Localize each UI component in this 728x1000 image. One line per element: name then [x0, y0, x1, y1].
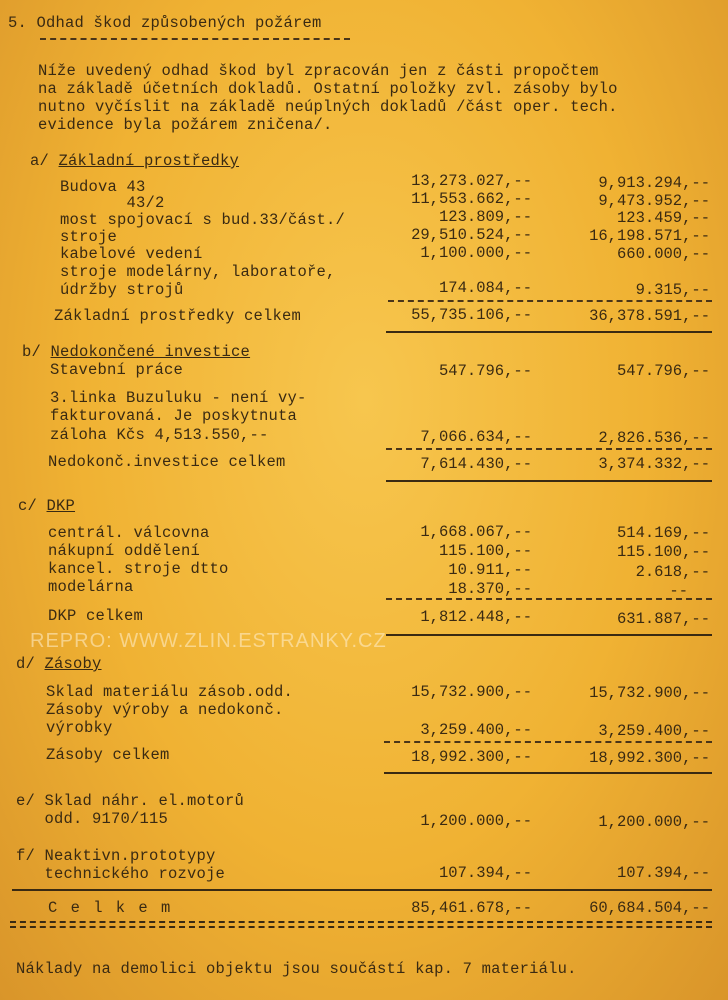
row-label: Budova 43 — [60, 178, 146, 196]
total-rule — [386, 331, 712, 333]
row-value-2: 2,826.536,-- — [598, 429, 710, 447]
footer-note: Náklady na demolici objektu jsou součástí kap. 7 materiálu. — [16, 960, 577, 978]
section-a-total-label: Základní prostředky celkem — [54, 307, 302, 325]
row-label: nákupní oddělení — [48, 542, 201, 560]
row-label: kancel. stroje dtto — [48, 560, 229, 578]
row-value-2: 9,473.952,-- — [598, 192, 710, 210]
total-rule — [386, 634, 712, 636]
row-value-1: 547.796,-- — [438, 362, 532, 380]
row-value-2: 16,198.571,-- — [589, 227, 710, 245]
row-label: Stavební práce — [50, 361, 184, 379]
intro-line: na základě účetních dokladů. Ostatní položky zvl. zásoby bylo — [38, 80, 618, 98]
repro-watermark: REPRO: WWW.ZLIN.ESTRANKY.CZ — [30, 630, 387, 652]
section-d-total-label: Zásoby celkem — [46, 746, 170, 764]
row-value-1: 7,066.634,-- — [420, 428, 532, 446]
intro-line: nutno vyčíslit na základě neúplných dokladů /část oper. tech. — [38, 98, 618, 116]
sum-rule — [384, 741, 712, 743]
section-a-title: a/ Základní prostředky — [30, 152, 240, 170]
row-label: stroje — [60, 228, 118, 246]
row-value-2: 2.618,-- — [635, 563, 710, 581]
row-value-1: 115.100,-- — [438, 542, 532, 560]
row-value-1: 3,259.400,-- — [420, 721, 532, 739]
section-b-total-label: Nedokonč.investice celkem — [48, 453, 286, 471]
row-value-2: 547.796,-- — [616, 362, 710, 380]
row-value-1: 174.084,-- — [438, 279, 532, 297]
row-value-2: 514.169,-- — [616, 524, 710, 542]
grand-total-double-rule — [10, 921, 712, 928]
row-label: fakturovaná. Je poskytnuta — [50, 407, 298, 425]
row-value-2: 115.100,-- — [616, 543, 710, 561]
grand-total-1: 85,461.678,-- — [411, 899, 532, 917]
row-label: Zásoby výroby a nedokonč. — [46, 701, 284, 719]
heading-underline — [40, 38, 350, 40]
section-f-line: f/ Neaktivn.prototypy — [16, 847, 216, 865]
row-value-2: 3,259.400,-- — [598, 722, 710, 740]
total-rule — [384, 772, 712, 774]
sum-rule — [386, 598, 712, 600]
section-c-total-2: 631.887,-- — [616, 610, 710, 628]
row-label: Sklad materiálu zásob.odd. — [46, 683, 294, 701]
section-d-total-2: 18,992.300,-- — [589, 749, 710, 767]
section-e-value-2: 1,200.000,-- — [598, 813, 710, 831]
row-value-2: 9.315,-- — [635, 281, 710, 299]
row-value-2: -- — [669, 582, 688, 600]
section-c-title: c/ DKP — [18, 497, 76, 515]
row-label: most spojovací s bud.33/část./ — [60, 211, 346, 229]
row-label: kabelové vedení — [60, 245, 203, 263]
grand-total-rule — [12, 889, 712, 891]
section-heading: 5. Odhad škod způsobených požárem — [8, 14, 322, 32]
grand-total-2: 60,684.504,-- — [589, 899, 710, 917]
row-value-2: 123.459,-- — [616, 209, 710, 227]
section-c-total-1: 1,812.448,-- — [420, 608, 532, 626]
row-value-1: 1,668.067,-- — [420, 523, 532, 541]
total-rule — [386, 480, 712, 482]
row-value-2: 15,732.900,-- — [589, 684, 710, 702]
row-label: stroje modelárny, laboratoře, — [60, 263, 336, 281]
section-f-value-2: 107.394,-- — [616, 864, 710, 882]
row-value-1: 13,273.027,-- — [411, 172, 532, 190]
row-value-2: 9,913.294,-- — [598, 174, 710, 192]
row-value-1: 15,732.900,-- — [411, 683, 532, 701]
row-value-1: 123.809,-- — [438, 208, 532, 226]
row-value-1: 11,553.662,-- — [411, 190, 532, 208]
sum-rule — [386, 448, 712, 450]
row-value-1: 29,510.524,-- — [411, 226, 532, 244]
row-value-2: 660.000,-- — [616, 245, 710, 263]
row-label: údržby strojů — [60, 281, 184, 299]
row-label: 3.linka Buzuluku - není vy- — [50, 389, 307, 407]
row-label: modelárna — [48, 578, 134, 596]
section-b-total-2: 3,374.332,-- — [598, 455, 710, 473]
section-a-total-2: 36,378.591,-- — [589, 307, 710, 325]
section-d-title: d/ Zásoby — [16, 655, 102, 673]
row-label: centrál. válcovna — [48, 524, 210, 542]
row-value-1: 10.911,-- — [448, 561, 532, 579]
section-e-line: e/ Sklad náhr. el.motorů — [16, 792, 245, 810]
section-f-line: technického rozvoje — [16, 865, 226, 883]
section-e-line: odd. 9170/115 — [16, 810, 169, 828]
row-label: výrobky — [46, 719, 113, 737]
grand-total-label: C e l k e m — [48, 899, 173, 917]
section-b-title: b/ Nedokončené investice — [22, 343, 251, 361]
row-label: záloha Kčs 4,513.550,-- — [50, 426, 269, 444]
section-e-value-1: 1,200.000,-- — [420, 812, 532, 830]
row-value-1: 1,100.000,-- — [420, 244, 532, 262]
row-label: 43/2 — [60, 194, 165, 212]
intro-line: Níže uvedený odhad škod byl zpracován jen z části propočtem — [38, 62, 599, 80]
section-c-total-label: DKP celkem — [48, 607, 144, 625]
intro-line: evidence byla požárem zničena/. — [38, 116, 333, 134]
sum-rule — [388, 300, 712, 302]
row-value-1: 18.370,-- — [448, 580, 532, 598]
section-f-value-1: 107.394,-- — [438, 864, 532, 882]
section-b-total-1: 7,614.430,-- — [420, 455, 532, 473]
section-d-total-1: 18,992.300,-- — [411, 748, 532, 766]
section-a-total-1: 55,735.106,-- — [411, 306, 532, 324]
